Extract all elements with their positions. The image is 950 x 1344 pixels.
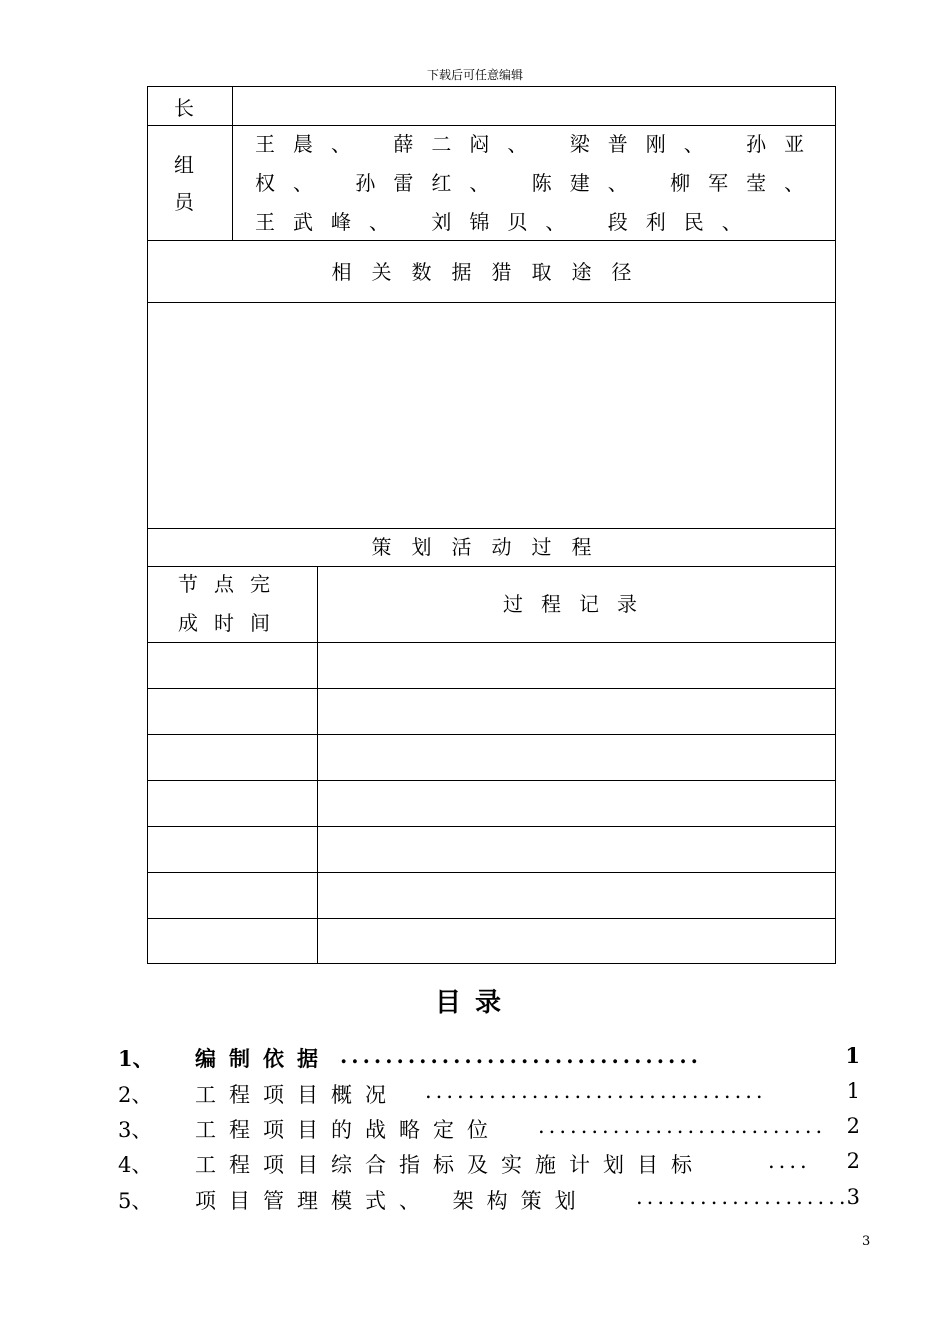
row-divider	[148, 688, 835, 689]
toc-item-page: 2	[846, 1114, 860, 1138]
toc-item-leader: ...........................	[538, 1114, 827, 1138]
toc-item-page: 1	[846, 1079, 860, 1103]
toc-item-page: 3	[846, 1185, 860, 1209]
node-time-label-line-2: 成时间	[178, 611, 286, 635]
node-time-label-line-1: 节点完	[178, 572, 286, 596]
row-divider	[148, 642, 835, 643]
toc-item-label: 项目管理模式、 架构策划	[195, 1189, 589, 1213]
row-divider	[148, 918, 835, 919]
members-list-line-3: 王武峰、 刘锦贝、 段利民、	[255, 210, 760, 234]
row-divider	[148, 240, 835, 241]
toc-item-label: 工程项目的战略定位	[195, 1118, 501, 1142]
members-list-line-2: 权、 孙雷红、 陈建、 柳军莹、	[255, 171, 823, 195]
toc-item-label: 工程项目概况	[195, 1083, 399, 1107]
toc-item-page: 2	[846, 1149, 860, 1173]
toc-item[interactable]	[118, 1149, 860, 1179]
row-divider	[148, 734, 835, 735]
toc-item[interactable]	[118, 1185, 860, 1215]
toc-item-number: 3、	[118, 1118, 153, 1142]
toc-item[interactable]	[118, 1043, 860, 1073]
column-divider	[317, 566, 318, 964]
toc-title: 目录	[434, 988, 515, 1018]
toc-item-leader: ....................	[636, 1185, 850, 1209]
row-divider	[148, 566, 835, 567]
row-divider	[148, 780, 835, 781]
planning-form-table	[147, 86, 836, 964]
process-record-label: 过程记录	[503, 592, 655, 616]
toc-item-number: 1、	[118, 1046, 154, 1071]
column-divider	[232, 87, 233, 240]
data-source-heading: 相关数据猎取途径	[331, 260, 652, 284]
process-heading: 策划活动过程	[371, 535, 612, 559]
toc-item-number: 2、	[118, 1083, 153, 1107]
row-divider	[148, 826, 835, 827]
page-header-note: 下载后可任意编辑	[426, 68, 523, 82]
leader-label: 长	[174, 96, 214, 120]
members-list-line-1: 王晨、 薛二闷、 梁普刚、 孙亚	[255, 132, 823, 156]
toc-item[interactable]	[118, 1079, 860, 1109]
members-label-top: 组	[174, 153, 214, 177]
toc-item-label: 工程项目综合指标及实施计划目标	[195, 1153, 705, 1177]
page-number: 3	[862, 1234, 871, 1249]
toc-item-leader: ................................	[340, 1043, 702, 1068]
row-divider	[148, 302, 835, 303]
toc-item[interactable]	[118, 1114, 860, 1144]
row-divider	[148, 125, 835, 126]
row-divider	[148, 528, 835, 529]
members-label-bottom: 员	[174, 190, 214, 214]
toc-item-number: 5、	[118, 1189, 153, 1213]
row-divider	[148, 872, 835, 873]
toc-item-label: 编制依据	[195, 1047, 331, 1071]
toc-item-leader: ....	[768, 1149, 811, 1173]
toc-item-leader: ................................	[425, 1079, 767, 1103]
toc-item-number: 4、	[118, 1153, 153, 1177]
toc-item-page: 1	[845, 1043, 860, 1068]
